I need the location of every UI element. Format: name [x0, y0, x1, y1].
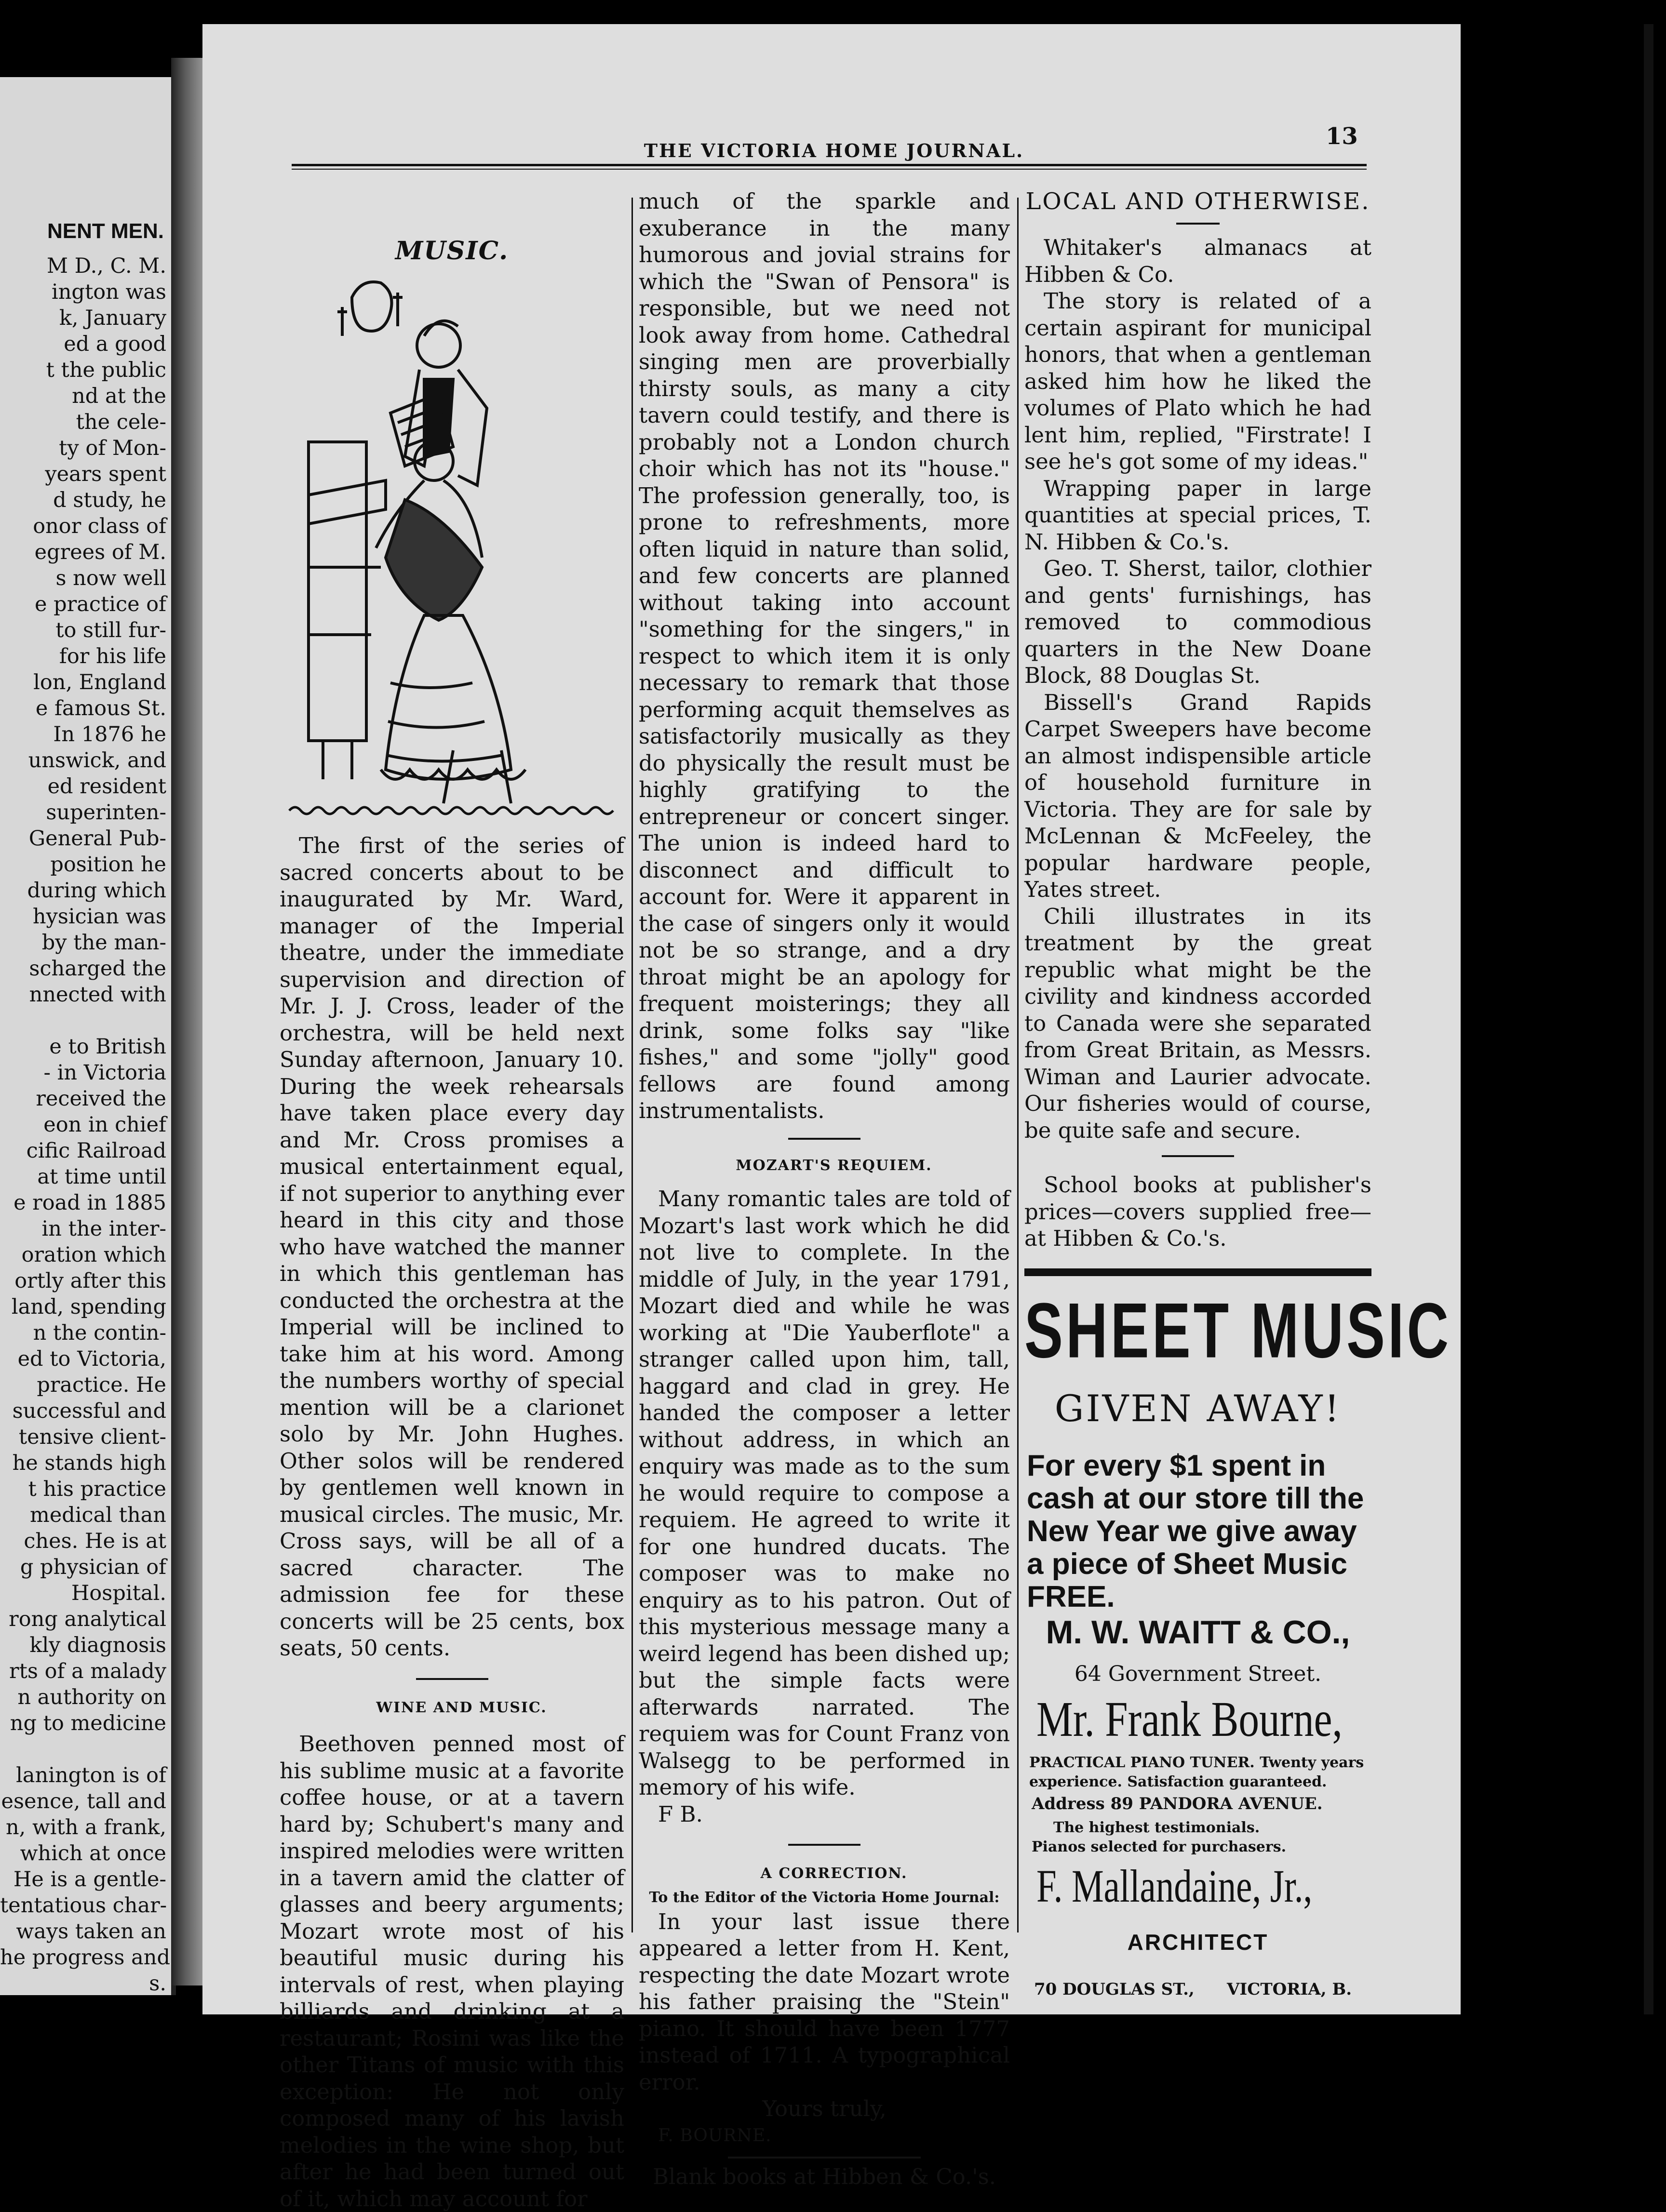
mozart-article: Many romantic tales are told of Mozart's last work which he did not live to complete. In the middle of July, in the year 1791, Mozart died and while he was working at "Die Yauberflote" a stranger called upon him, tall, haggard and clad in grey. He handed the composer a letter without address, in which an enquiry was made as to the sum he would require to compose a requiem. He agreed to write it for one hundred ducats. The composer was to make no enquiry as to his patron. Out of this mysterious message many a weird legend has been dished up; but the simple facts were afterwards narrated. The requiem was for Count Franz von Walsegg to be performed in memory of his wife.: [639, 1186, 1010, 1800]
previous-page-line: t the public: [46, 358, 166, 382]
header-rule-thin: [292, 169, 1367, 170]
sheet-music-offer: For every $1 spent in cash at our store till the New Year we give away a piece of Sheet Music FREE.: [1027, 1449, 1364, 1613]
blank-books-notice: Blank books at Hibben & Co.'s.: [652, 2164, 996, 2189]
previous-page-line: - in Victoria: [43, 1061, 166, 1085]
previous-page-line: e famous St.: [35, 696, 166, 720]
previous-page-line: in the inter-: [41, 1217, 166, 1241]
wine-article-continued: much of the sparkle and exuberance in the many humorous and jovial strains for which the "Swan of Pensora" is responsible, but we need not look away from home. Cathedral singing men are proverbially thirsty souls, as many a city tavern could testify, and there is probably not a London church choir which has not its "house." The profession generally, too, is prone to refreshments, more often liquid in nature than solid, and few concerts are planned without taking into account "something for the singers," in respect to which item it is only necessary to remark that those performing acquit themselves as satisfactorily musically as they do physically the result must be highly gratifying to the entrepreneur or concert singer. The union is indeed hard to disconnect and difficult to account for. Were it apparent in the case of singers only it would not be so strange, and a dry throat might be an apology for frequent moisterings; they all drink, some folks say "like fishes," and some "jolly" good fellows are found among instrumentalists.: [639, 188, 1010, 1123]
header-rule: [292, 164, 1367, 166]
previous-page-line: ington was: [51, 280, 166, 304]
column-2: [639, 188, 1010, 2190]
divider: [1162, 1155, 1234, 1157]
previous-page-line: successful and: [12, 1399, 166, 1423]
previous-page-line: e practice of: [35, 592, 166, 616]
mallandaine-name: F. Mallandaine, Jr.,: [1036, 1860, 1313, 1912]
previous-page-line: rong analytical: [9, 1607, 166, 1631]
column-1: [280, 183, 624, 2212]
previous-page-line: d study, he: [53, 488, 166, 512]
music-article: The first of the series of sacred concerts about to be inaugurated by Mr. Ward, manager of the Imperial theatre, under the immediate supervision and direction of Mr. J. J. Cross, leader of the orchestra, will be held next Sunday afternoon, January 10. During the week rehearsals have taken place every day and Mr. Cross promises a musical entertainment equal, if not superior to anything ever heard in this city and those who have watched the manner in which this gentleman has conducted the orchestra at the Imperial will be inclined to take him at his word. Among the numbers worthy of special mention will be a clarionet solo by Mr. John Hughes. Other solos will be rendered by gentlemen well known in musical circles. The music, Mr. Cross says, will be all of a sacred character. The admission fee for these concerts will be 25 cents, box seats, 50 cents.: [280, 833, 624, 1661]
previous-page-line: General Pub-: [28, 826, 166, 851]
divider: [1176, 223, 1220, 225]
correction-salutation: To the Editor of the Victoria Home Journal:: [649, 1889, 1000, 1906]
music-title: MUSIC.: [395, 236, 509, 266]
newspaper-page: [202, 24, 1461, 2212]
column-rule: [1017, 198, 1019, 1932]
local-item: Whitaker's almanacs at Hibben & Co.: [1024, 235, 1371, 287]
previous-page-line: medical than: [30, 1503, 166, 1527]
architect-title: ARCHITECT: [1127, 1929, 1269, 1955]
previous-page-line: e road in 1885: [13, 1191, 166, 1215]
previous-page-line: ortly after this: [14, 1269, 166, 1293]
previous-page-line: practice. He: [37, 1373, 166, 1397]
previous-page-line: M D., C. M.: [46, 254, 166, 278]
previous-page-line: superinten-: [46, 800, 166, 825]
previous-page-line: n the contin-: [33, 1321, 166, 1345]
local-heading: LOCAL AND OTHERWISE.: [1025, 188, 1370, 215]
bourne-line-1: PRACTICAL PIANO TUNER. Twenty years experience. Satisfaction guaranteed.: [1029, 1754, 1364, 1790]
previous-page-line: he stands high: [12, 1451, 166, 1475]
pianist-illustration: [280, 268, 624, 823]
previous-page-line: n authority on: [17, 1685, 166, 1709]
previous-page-line: ed a good: [64, 332, 166, 356]
previous-page-line: years spent: [45, 462, 166, 486]
previous-page-line: to still fur-: [55, 618, 166, 642]
previous-page-line: the cele-: [76, 410, 166, 434]
local-items: [1024, 234, 1371, 1144]
mallandaine-address: 70 DOUGLAS ST.,: [1034, 1979, 1195, 1999]
divider: [416, 1678, 488, 1680]
bourne-line-4: Pianos selected for purchasers.: [1032, 1838, 1287, 1855]
previous-page-line: Hospital.: [71, 1581, 166, 1605]
correction-signature: F. BOURNE.: [658, 2125, 772, 2145]
previous-page-line: at time until: [37, 1165, 166, 1189]
previous-page-line: lanington is of: [16, 1763, 166, 1787]
bourne-name: Mr. Frank Bourne,: [1036, 1691, 1343, 1747]
previous-page-line: nnected with: [29, 983, 166, 1007]
page-gutter: [171, 58, 205, 1985]
previous-page-line: rts of a malady: [9, 1659, 166, 1683]
previous-page-line: He is a gentle-: [13, 1867, 166, 1892]
previous-page-line: ed resident: [47, 774, 166, 799]
ad-rule: [1024, 1268, 1371, 1276]
previous-page-line: ng to medicine: [10, 1711, 166, 1735]
previous-page-line: tentatious char-: [0, 1893, 167, 1918]
mozart-signature: F B.: [658, 1801, 703, 1827]
local-item: Wrapping paper in large quantities at special prices, T. N. Hibben & Co.'s.: [1024, 475, 1371, 555]
bourne-line-3: The highest testimonials.: [1053, 1819, 1260, 1836]
mallandaine-city: VICTORIA, B.: [1227, 1979, 1352, 1999]
running-head: THE VICTORIA HOME JOURNAL.: [644, 140, 1024, 161]
waitt-company-name: M. W. WAITT & CO.,: [1046, 1613, 1350, 1651]
previous-page-line: n, with a frank,: [5, 1815, 166, 1839]
previous-page-fragment: [0, 77, 176, 1995]
wine-heading: WINE AND MUSIC.: [376, 1699, 547, 1716]
previous-page-line: cific Railroad: [26, 1139, 166, 1163]
previous-page-line: ed to Victoria,: [17, 1347, 166, 1371]
advertisements: [1024, 1276, 1452, 2095]
previous-page-line: ways taken an: [16, 1919, 166, 1944]
given-away-text: GIVEN AWAY!: [1054, 1386, 1342, 1430]
previous-page-line: In 1876 he: [53, 722, 166, 746]
previous-page-line: t his practice: [28, 1477, 166, 1501]
divider: [788, 1138, 860, 1140]
previous-page-line: for his life: [59, 644, 166, 668]
previous-page-line: g physician of: [20, 1555, 166, 1579]
previous-page-line: nd at the: [72, 384, 166, 408]
previous-page-line: position he: [50, 853, 166, 877]
previous-page-line: ches. He is at: [24, 1529, 166, 1553]
previous-page-line: e to British: [49, 1035, 166, 1059]
column-rule: [631, 198, 633, 1932]
previous-page-line: kly diagnosis: [29, 1633, 166, 1657]
previous-page-line: by the man-: [41, 931, 166, 955]
previous-page-line: egrees of M.: [34, 540, 166, 564]
column-3: [1024, 188, 1452, 2095]
previous-page-line: which at once: [20, 1841, 166, 1866]
previous-page-line: lon, England: [33, 670, 166, 694]
local-item: Geo. T. Sherst, tailor, clothier and gents' furnishings, has removed to commodious quarters in the New Doane Block, 88 Douglas St.: [1024, 556, 1371, 688]
bourne-line-2: Address 89 PANDORA AVENUE.: [1032, 1794, 1323, 1813]
previous-page-line: oration which: [21, 1243, 166, 1267]
previous-page-line: hysician was: [32, 905, 166, 929]
previous-page-line: tensive client-: [18, 1425, 166, 1449]
divider: [788, 1844, 860, 1846]
correction-heading: A CORRECTION.: [760, 1865, 908, 1882]
previous-page-line: k, January: [59, 306, 166, 330]
previous-page-line: received the: [36, 1087, 166, 1111]
sheet-music-ad-title: SHEET MUSIC: [1024, 1287, 1452, 1374]
previous-page-line: he progress and: [0, 1945, 170, 1970]
local-item: Chili illustrates in its treatment by the great republic what might be the civility and kindness accorded to Canada were she separated from Great Britain, as Messrs. Wiman and Laurier advocate. Our fisheries would of course, be quite safe and secure.: [1024, 903, 1371, 1143]
previous-page-line: onor class of: [33, 514, 166, 538]
previous-page-line: esence, tall and: [1, 1789, 166, 1813]
previous-page-heading: NENT MEN.: [47, 219, 164, 243]
previous-page-line: s.: [149, 1972, 166, 1996]
school-books-notice: School books at publisher's prices—covers supplied free—at Hibben & Co.'s.: [1024, 1172, 1371, 1251]
correction-letter: In your last issue there appeared a letter from H. Kent, respecting the date Mozart wrote his father praising the "Stein" piano. It should have been 1777 instead of 1711. A typographical error.: [639, 1908, 1010, 2095]
previous-page-line: eon in chief: [43, 1113, 166, 1137]
previous-page-line: unswick, and: [28, 748, 166, 773]
previous-page-line: s now well: [55, 566, 166, 590]
page-edge: [1644, 24, 1653, 2014]
previous-page-line: scharged the: [29, 957, 166, 981]
previous-page-line: land, spending: [11, 1295, 166, 1319]
waitt-address: 64 Government Street.: [1074, 1661, 1322, 1686]
local-item: Bissell's Grand Rapids Carpet Sweepers have become an almost indispensible article of household furniture in Victoria. They are for sale by McLennan & McFeeley, the popular hardware people, Yates street.: [1024, 689, 1371, 902]
correction-closing: Yours truly,: [762, 2096, 887, 2121]
previous-page-line: ty of Mon-: [59, 436, 166, 460]
divider: [728, 2157, 921, 2159]
wine-article: Beethoven penned most of his sublime music at a favorite coffee house, or at a tavern hard by; Schubert's many and inspired melodies were written in a tavern amid the clatter of glasses and beery arguments; Mozart wrote most of his beautiful music during his intervals of rest, when playing billiards and drinking at a restaurant; Rosini was like the other Titans of music with this exception: He not only composed many of his lavish melodies in the wine shop, but after he had been turned out of it, which may account for: [280, 1731, 624, 2212]
local-item: The story is related of a certain aspirant for municipal honors, that when a gentleman asked him how he liked the volumes of Plato which he had lent him, replied, "Firstrate! I see he's got some of my ideas.": [1024, 288, 1371, 474]
page-number: 13: [1326, 123, 1358, 150]
previous-page-line: during which: [27, 879, 166, 903]
mozart-heading: MOZART'S REQUIEM.: [736, 1157, 932, 1174]
